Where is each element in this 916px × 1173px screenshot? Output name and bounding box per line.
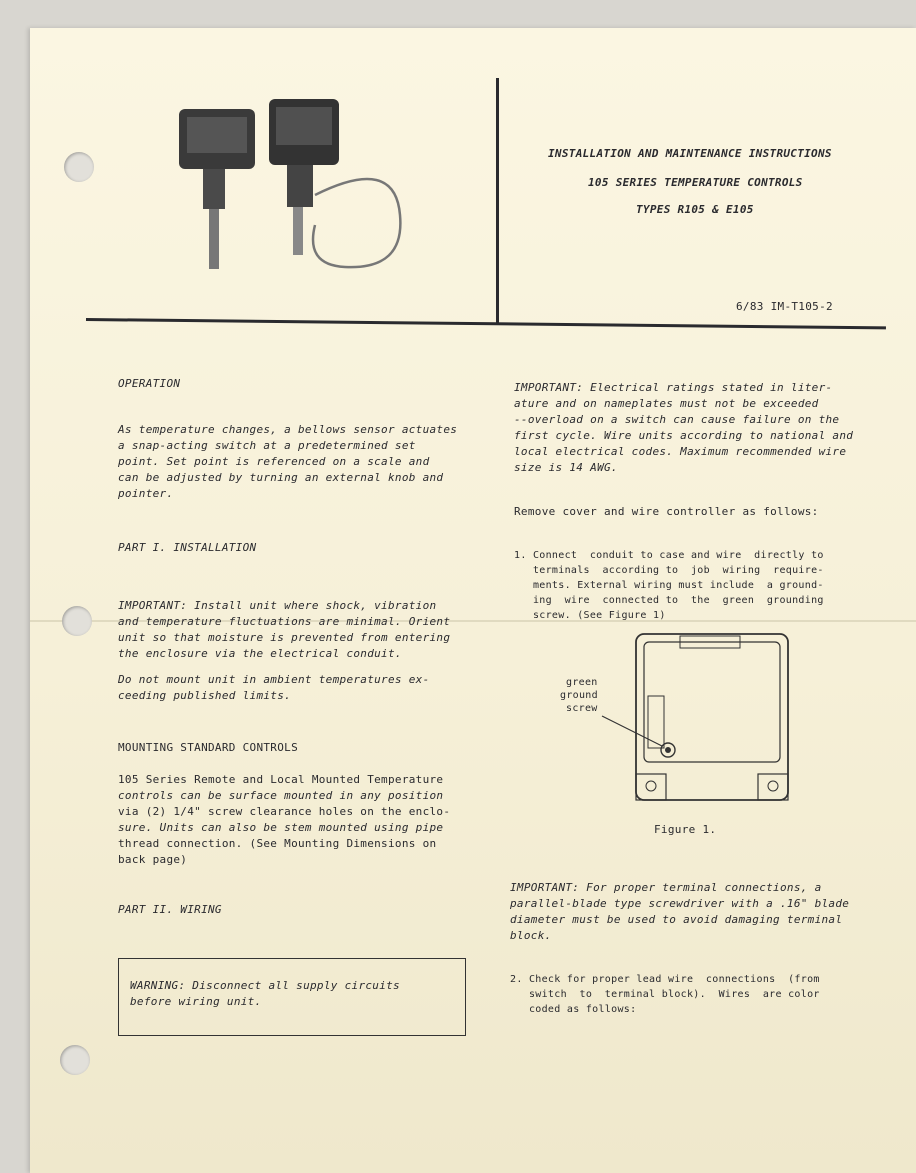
text-line: can be adjusted by turning an external knob and <box>118 471 444 484</box>
text-line: local electrical codes. Maximum recommended wire <box>514 445 847 458</box>
doc-title-line2: 105 SERIES TEMPERATURE CONTROLS <box>588 176 803 189</box>
text-line: the enclosure via the electrical conduit. <box>118 647 402 660</box>
text-line: --overload on a switch can cause failure on the <box>514 413 840 426</box>
remove-cover-text: Remove cover and wire controller as follows: <box>514 505 819 518</box>
text-line: a snap-acting switch at a predetermined set <box>118 439 416 452</box>
text-line: Do not mount unit in ambient temperatures ex- <box>118 673 430 686</box>
text-line: pointer. <box>118 487 174 500</box>
mounting-heading: MOUNTING STANDARD CONTROLS <box>118 741 298 754</box>
text-line: back page) <box>118 853 188 866</box>
warning-line: before wiring unit. <box>130 995 262 1008</box>
text-line: 105 Series Remote and Local Mounted Temperature <box>118 773 444 786</box>
text-line: As temperature changes, a bellows sensor actuates <box>118 423 458 436</box>
operation-heading: OPERATION <box>118 377 181 390</box>
figure-label-screw: screw <box>566 703 598 714</box>
punch-hole-top <box>64 152 94 182</box>
part2-heading: PART II. WIRING <box>118 903 222 916</box>
part1-heading: PART I. INSTALLATION <box>118 541 257 554</box>
text-line: ceeding published limits. <box>118 689 292 702</box>
text-line: switch to terminal block). Wires are color <box>510 989 820 1000</box>
doc-title-line3: TYPES R105 & E105 <box>636 203 754 216</box>
text-line: ature and on nameplates must not be exceeded <box>514 397 819 410</box>
text-line: parallel-blade type screwdriver with a .16" blade <box>510 897 850 910</box>
text-line: 2. Check for proper lead wire connections (from <box>510 974 820 985</box>
text-line: and temperature fluctuations are minimal. Orient <box>118 615 451 628</box>
text-line: ments. External wiring must include a ground- <box>514 580 824 591</box>
header-divider-vertical <box>496 78 499 324</box>
text-line: screw. (See Figure 1) <box>514 610 666 621</box>
text-line: IMPORTANT: Install unit where shock, vibration <box>118 599 437 612</box>
text-line: first cycle. Wire units according to national and <box>514 429 854 442</box>
text-line: sure. Units can also be stem mounted using pipe <box>118 821 444 834</box>
punch-hole-bottom <box>60 1045 90 1075</box>
text-line: 1. Connect conduit to case and wire directly to <box>514 550 824 561</box>
text-line: IMPORTANT: For proper terminal connections, a <box>510 881 822 894</box>
doc-title-line1: INSTALLATION AND MAINTENANCE INSTRUCTIONS <box>548 147 832 160</box>
text-line: ing wire connected to the green grounding <box>514 595 824 606</box>
figure-label-ground: ground <box>560 690 598 701</box>
text-line: block. <box>510 929 552 942</box>
punch-hole-middle <box>62 606 92 636</box>
figure-caption: Figure 1. <box>654 823 717 836</box>
product-photo <box>165 95 415 285</box>
figure-1-diagram <box>560 628 800 808</box>
text-line: point. Set point is referenced on a scale and <box>118 455 430 468</box>
text-line: terminals according to job wiring require- <box>514 565 824 576</box>
text-line: coded as follows: <box>510 1004 637 1015</box>
text-line: via (2) 1/4" screw clearance holes on the enclo- <box>118 805 451 818</box>
figure-label-green: green <box>566 677 598 688</box>
text-line: size is 14 AWG. <box>514 461 618 474</box>
text-line: thread connection. (See Mounting Dimensions on <box>118 837 437 850</box>
text-line: IMPORTANT: Electrical ratings stated in liter- <box>514 381 833 394</box>
text-line: controls can be surface mounted in any position <box>118 789 444 802</box>
warning-line: WARNING: Disconnect all supply circuits <box>130 979 400 992</box>
text-line: unit so that moisture is prevented from entering <box>118 631 451 644</box>
doc-number: 6/83 IM-T105-2 <box>736 300 833 313</box>
text-line: diameter must be used to avoid damaging terminal <box>510 913 843 926</box>
